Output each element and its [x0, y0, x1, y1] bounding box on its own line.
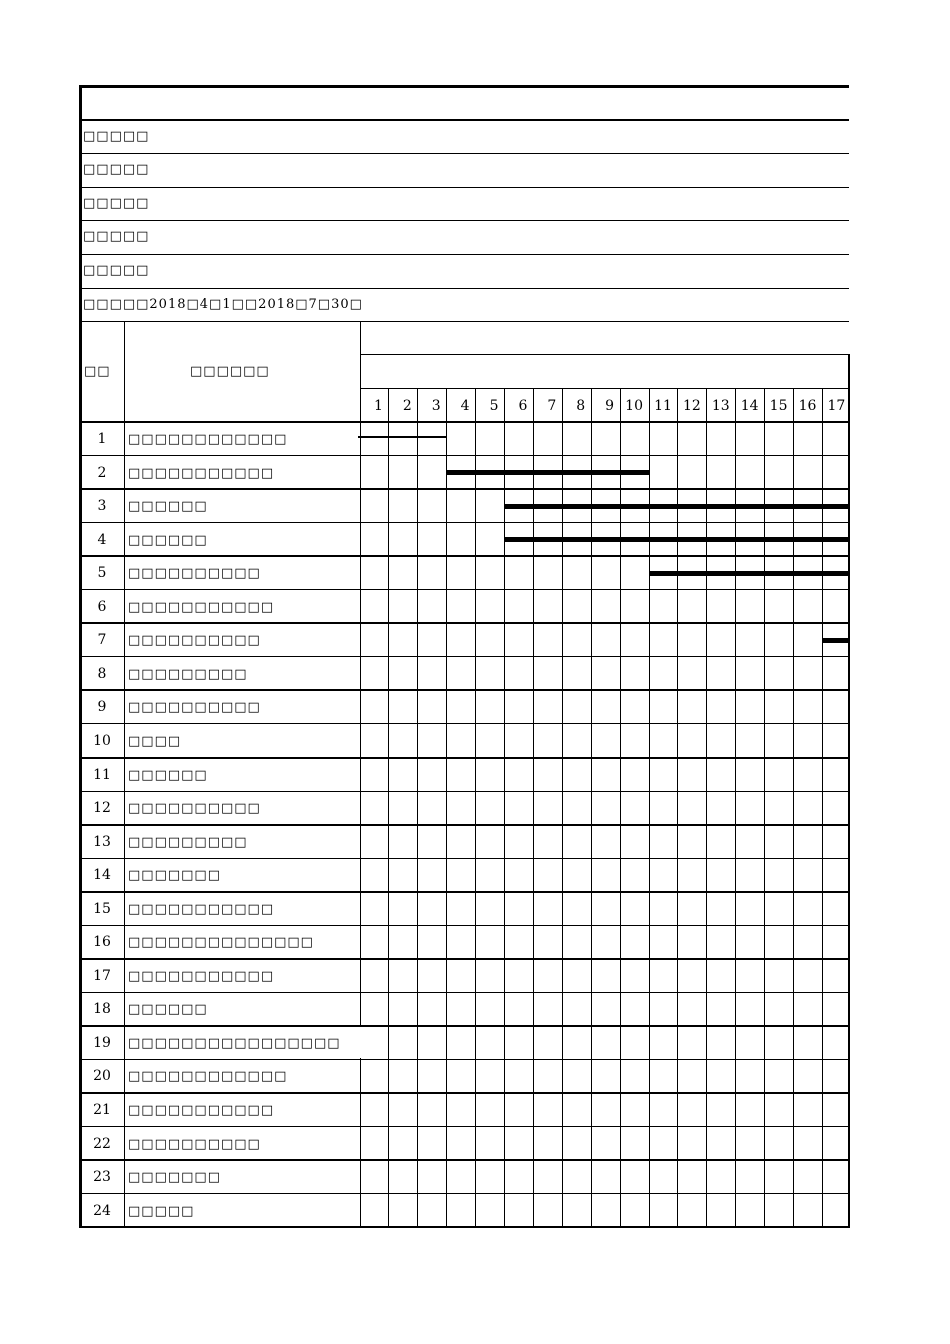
task-name: □□□□□□□□□□□	[128, 465, 275, 481]
period-number: 7	[547, 398, 557, 414]
period-number: 1	[373, 398, 383, 414]
seq-number: 21	[93, 1102, 111, 1118]
row-divider	[80, 589, 849, 590]
row-divider	[80, 1092, 849, 1094]
period-number: 10	[625, 398, 643, 414]
seq-number: 24	[93, 1202, 111, 1219]
info-row-label: □□□□□	[83, 229, 150, 244]
seq-number: 9	[97, 699, 107, 716]
task-name: □□□□□□□□□□□□□□	[128, 935, 314, 951]
row-divider	[80, 958, 849, 960]
period-column-line	[504, 388, 505, 1227]
seq-number: 4	[97, 531, 107, 548]
header-bottom-line	[80, 421, 849, 423]
info-row-divider	[80, 254, 849, 255]
task-name: □□□□□□□	[128, 1170, 221, 1186]
task-name: □□□□□□□□□□	[128, 700, 261, 716]
period-number: 16	[798, 398, 817, 414]
seq-number: 14	[93, 867, 111, 884]
info-row-label: □□□□□	[83, 129, 150, 144]
seq-number: 13	[93, 833, 111, 850]
period-column-line	[388, 388, 389, 1227]
period-number: 3	[431, 398, 441, 414]
row-divider	[80, 824, 849, 826]
period-column-line	[822, 388, 823, 1227]
period-column-line	[793, 388, 794, 1227]
seq-number: 10	[93, 732, 111, 749]
period-column-line	[475, 388, 476, 1227]
schedule-bar	[649, 571, 849, 576]
period-column-line	[417, 388, 418, 1227]
info-row-divider	[80, 153, 849, 154]
task-name: □□□□□□□□□□□□	[128, 1069, 288, 1085]
period-column-line	[533, 388, 534, 1227]
row-divider	[80, 555, 849, 557]
seq-number: 11	[93, 766, 111, 783]
row-divider	[80, 992, 849, 993]
row-divider	[80, 925, 849, 926]
seq-number: 16	[93, 934, 111, 951]
period-number: 4	[460, 398, 470, 414]
task-name: □□□□□□□□□□□	[128, 1103, 275, 1118]
period-number: 13	[711, 398, 730, 414]
task-name: □□□□□□□□□□□□□□□□	[128, 1035, 341, 1051]
row-divider	[80, 455, 849, 456]
period-column-line	[620, 388, 621, 1227]
task-name: □□□□□□□□□□	[128, 1136, 261, 1152]
row-divider	[80, 757, 849, 759]
row-divider	[80, 891, 849, 893]
seq-number: 7	[97, 632, 107, 649]
period-column-line	[706, 388, 707, 1227]
period-number: 8	[576, 398, 586, 414]
task-name: □□□□□	[128, 1203, 195, 1219]
info-row-divider	[80, 321, 849, 322]
period-column-line	[764, 388, 765, 1227]
schedule-bar	[358, 436, 447, 438]
period-number-divider	[360, 388, 849, 389]
seq-column-header: □□	[84, 364, 111, 379]
period-header-divider	[360, 354, 849, 355]
seq-number: 12	[93, 800, 111, 817]
row-divider	[80, 791, 849, 792]
seq-number: 19	[93, 1034, 111, 1051]
info-row-label: □□□□□	[83, 263, 150, 278]
row-divider	[80, 1126, 849, 1127]
info-row-label: □□□□□	[83, 196, 150, 211]
row-divider	[80, 858, 849, 859]
period-column-line	[735, 388, 736, 1227]
task-name: □□□□□□□□□□□	[128, 968, 275, 984]
task-name: □□□□□□□□□□□□	[128, 432, 288, 447]
task-name: □□□□□□□□□	[128, 834, 248, 850]
info-row-divider	[80, 187, 849, 188]
schedule-bar	[822, 638, 849, 643]
seq-number: 2	[97, 464, 107, 481]
period-number: 17	[827, 398, 846, 414]
task-name: □□□□□□□□□	[128, 666, 248, 682]
period-column-line	[562, 388, 563, 1227]
seq-number: 6	[97, 598, 107, 615]
task-name: □□□□	[128, 733, 182, 749]
row-divider	[80, 1159, 849, 1161]
row-divider	[80, 1193, 849, 1194]
period-number: 5	[489, 398, 499, 414]
info-row-label: □□□□□2018□4□1□□2018□7□30□	[83, 297, 363, 312]
row-divider	[80, 689, 849, 691]
seq-number: 18	[93, 1001, 111, 1018]
merged-cell-mask	[359, 1027, 362, 1059]
task-name: □□□□□□□	[128, 868, 221, 884]
period-number: 14	[740, 398, 759, 414]
seq-number: 23	[93, 1169, 111, 1186]
seq-number: 22	[93, 1135, 111, 1152]
seq-number: 17	[93, 967, 111, 984]
period-number: 15	[769, 398, 788, 414]
schedule-bar	[447, 470, 649, 475]
seq-number: 8	[97, 665, 107, 682]
seq-number: 3	[97, 498, 107, 515]
seq-number: 20	[93, 1068, 111, 1085]
row-divider	[80, 622, 849, 624]
row-divider	[80, 656, 849, 657]
task-name: □□□□□□□□□□□	[128, 599, 275, 615]
period-column-line	[649, 388, 650, 1227]
period-number: 11	[654, 398, 672, 414]
bottom-border	[79, 1226, 849, 1228]
task-name: □□□□□□	[128, 1002, 208, 1018]
period-column-line	[591, 388, 592, 1227]
period-number: 2	[402, 398, 412, 414]
task-name: □□□□□□	[128, 767, 208, 783]
task-name: □□□□□□□□□□	[128, 801, 261, 817]
task-name: □□□□□□□□□□	[128, 566, 261, 582]
task-name: □□□□□□□□□□	[128, 633, 261, 649]
top-border	[79, 85, 849, 88]
row-divider	[80, 1059, 849, 1060]
info-row-label: □□□□□	[83, 162, 150, 177]
task-name: □□□□□□□□□□□	[128, 901, 275, 917]
info-row-divider	[80, 119, 849, 121]
seq-number: 1	[97, 431, 107, 447]
period-number: 9	[605, 398, 615, 414]
seq-number: 5	[97, 565, 107, 582]
period-number: 12	[682, 398, 701, 414]
schedule-bar	[505, 537, 850, 542]
task-name: □□□□□□	[128, 532, 208, 548]
seq-number: 15	[93, 900, 111, 917]
row-divider	[80, 723, 849, 724]
period-column-line	[677, 388, 678, 1227]
row-divider	[80, 488, 849, 490]
row-divider	[80, 522, 849, 523]
schedule-bar	[505, 504, 850, 509]
info-row-divider	[80, 288, 849, 289]
task-name: □□□□□□	[128, 499, 208, 515]
period-number: 6	[518, 398, 528, 414]
row-divider	[80, 1025, 849, 1027]
period-column-line	[446, 388, 447, 1227]
task-column-header: □□□□□□	[190, 364, 270, 379]
info-row-divider	[80, 220, 849, 221]
